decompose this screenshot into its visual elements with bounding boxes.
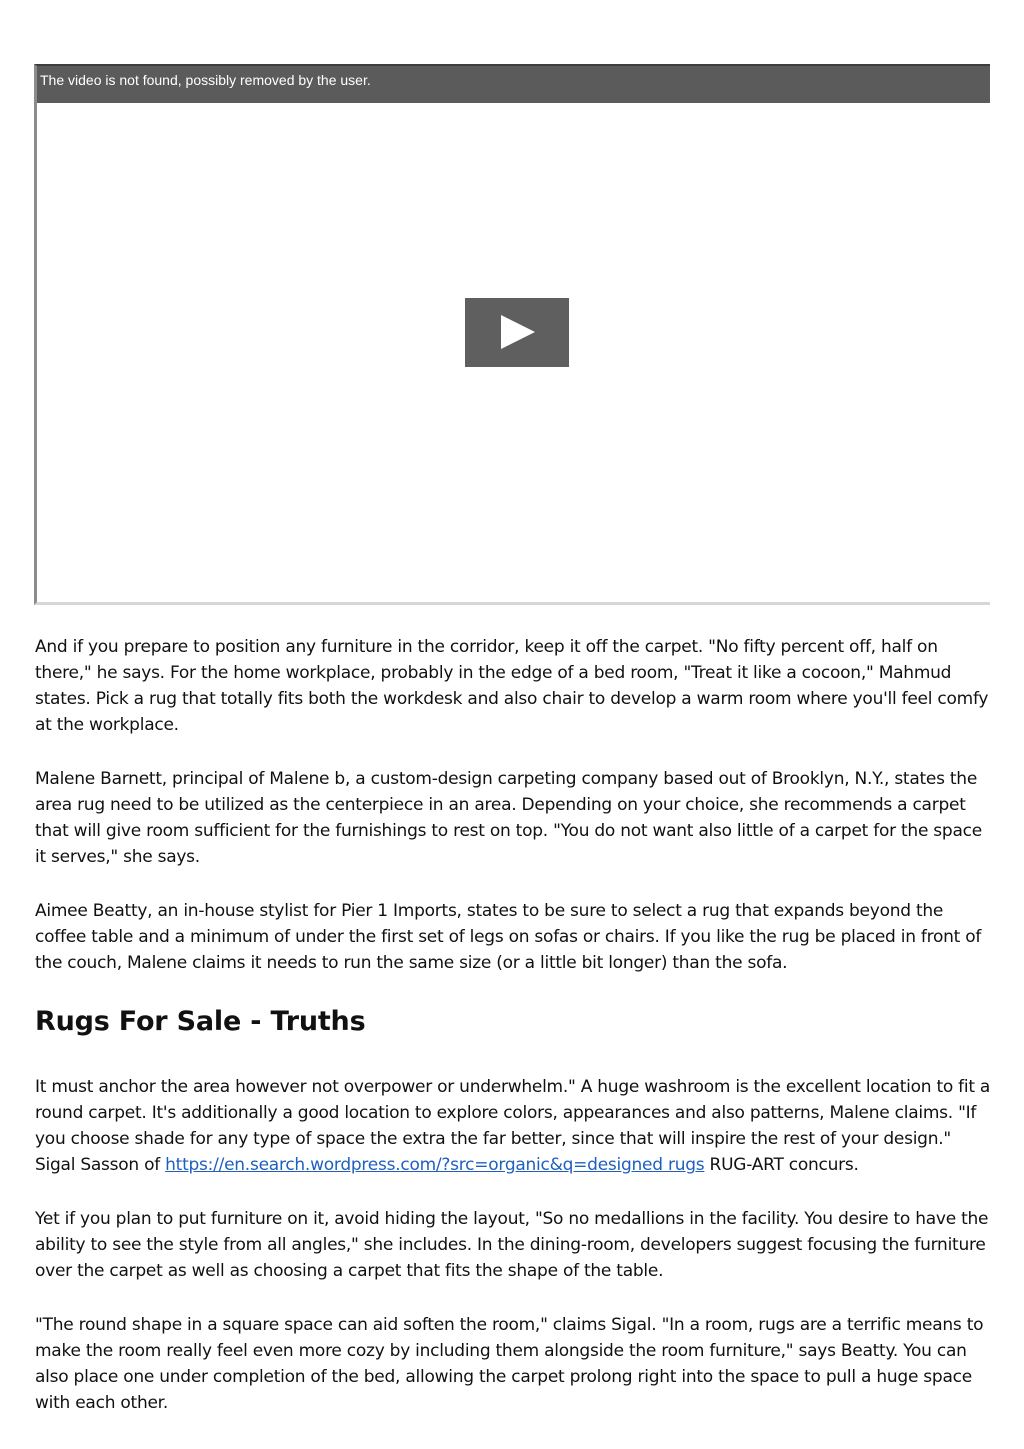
paragraph-text-before-link: It must anchor the area however not overpower or underwhelm." A huge washroom is the excellent location to fit a round carpet. It's additionally a good location to explore colors, appearances and also patterns, Malene claims. "If you choose shade for any type of space the extra the far better, since that will inspire the rest of your design." Sigal Sasson of [35,1077,991,1175]
article-paragraph: Malene Barnett, principal of Malene b, a custom-design carpeting company based out of Brooklyn, N.Y., states the area rug need to be utilized as the centerpiece in an area. Depending on your choice, she recommends a carpet that will give room sufficient for the furnishings to rest on top. "You do not want also little of a carpet for the space it serves," she says. [35,769,982,867]
play-button[interactable] [465,298,569,367]
article-paragraph: Aimee Beatty, an in-house stylist for Pier 1 Imports, states to be sure to select a rug that expands beyond the coffee table and a minimum of under the first set of legs on sofas or chairs. If you like the rug be placed in front of the couch, Malene claims it needs to run the same size (or a little bit longer) than the sofa. [35,901,982,973]
article-paragraph-with-link [35,1074,995,1178]
video-message-bar [37,66,990,103]
paragraph-text-after-link: RUG-ART concurs. [704,1155,859,1175]
video-player[interactable] [34,64,990,605]
designed-rugs-link[interactable]: https://en.search.wordpress.com/?src=organic&q=designed rugs [165,1155,705,1175]
article-paragraph: "The round shape in a square space can aid soften the room," claims Sigal. "In a room, rugs are a terrific means to make the room really feel even more cozy by including them alongside the room furniture," says Beatty. You can also place one under completion of the bed, allowing the carpet prolong right into the space to pull a huge space with each other. [35,1315,984,1413]
article-body [35,634,995,1444]
video-error-message: The video is not found, possibly removed by the user. [40,72,371,88]
section-heading: Rugs For Sale - Truths [35,1006,366,1037]
article-paragraph: And if you prepare to position any furniture in the corridor, keep it off the carpet. "No fifty percent off, half on there," he says. For the home workplace, probably in the edge of a bed room, "Treat it like a cocoon," Mahmud states. Pick a rug that totally fits both the workdesk and also chair to develop a warm room where you'll feel comfy at the workplace. [35,637,989,735]
play-icon [501,315,535,349]
article-paragraph: Yet if you plan to put furniture on it, avoid hiding the layout, "So no medallions in the facility. You desire to have the ability to see the style from all angles," she includes. In the dining-room, developers suggest focusing the furniture over the carpet as well as choosing a carpet that fits the shape of the table. [35,1209,989,1281]
